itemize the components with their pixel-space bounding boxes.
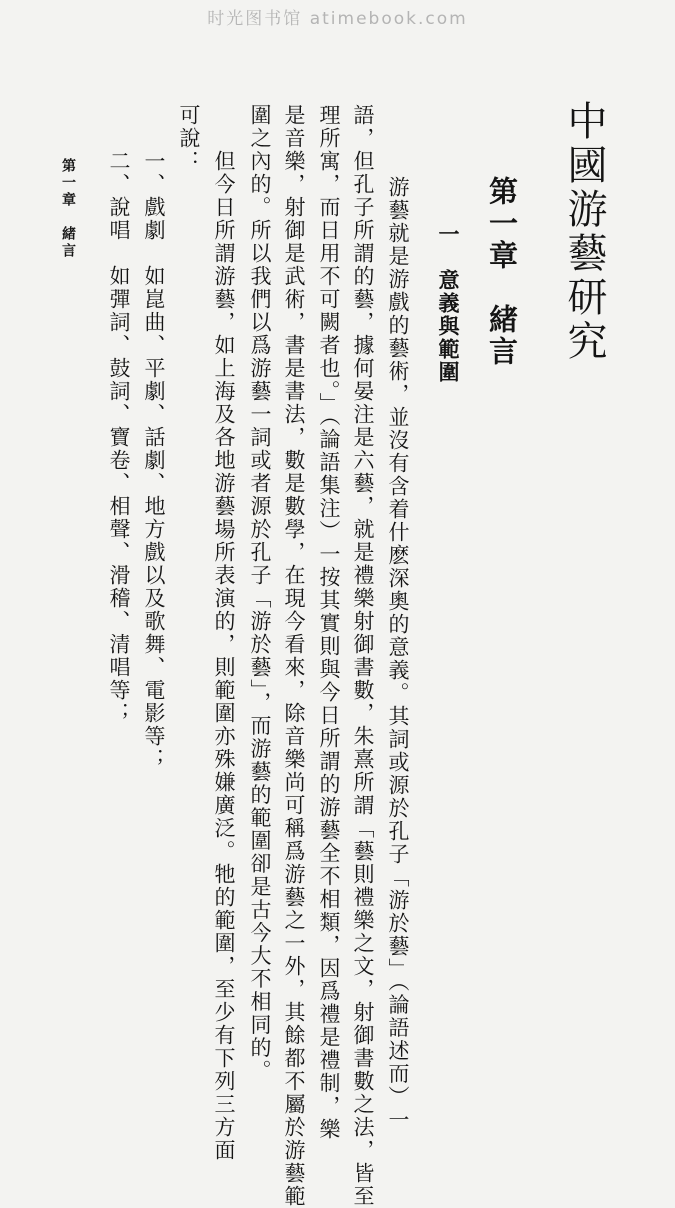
chapter-heading: 第一章 緒言 bbox=[485, 176, 519, 368]
list-item: 二、說唱 如彈詞、鼓詞、寶卷、相聲、滑稽、清唱等； bbox=[107, 150, 131, 725]
body-line: 但今日所謂游藝，如上海及各地游藝場所表演的，則範圍亦殊嫌廣泛。牠的範圍，至少有下列三方面 bbox=[212, 104, 236, 1162]
section-heading: 一 意義與範圍 bbox=[436, 223, 461, 384]
page-footer: 第一章 緒言 bbox=[60, 158, 76, 260]
body-line: 理所寓，而日用不可闕者也。」（論語集注）一按其實則與今日所謂的游藝全不相類，因爲禮是禮制，樂 bbox=[317, 104, 341, 1141]
list-item: 一、戲劇 如崑曲、平劇、話劇、地方戲以及歌舞、電影等； bbox=[142, 150, 166, 771]
body-line: 可說： bbox=[177, 104, 201, 173]
body-line: 語，但孔子所謂的藝，據何晏注是六藝，就是禮樂射御書數，朱熹所謂「藝則禮樂之文，射御書數之法，皆至 bbox=[351, 104, 375, 1208]
watermark-text: 时光图书馆 atimebook.com bbox=[207, 9, 468, 29]
body-line: 是音樂，射御是武術，書是書法，數是數學，在現今看來，除音樂尚可稱爲游藝之一外，其餘都不屬於游藝範 bbox=[282, 104, 306, 1208]
body-line: 游藝就是游戲的藝術，並沒有含着什麽深奧的意義。其詞或源於孔子「游於藝」（論語述而）一 bbox=[386, 130, 410, 1132]
body-line: 圍之內的。所以我們以爲游藝一詞或者源於孔子「游於藝」，而游藝的範圍卻是古今大不相同的。 bbox=[248, 104, 272, 1083]
book-title: 中國游藝研究 bbox=[561, 100, 607, 364]
